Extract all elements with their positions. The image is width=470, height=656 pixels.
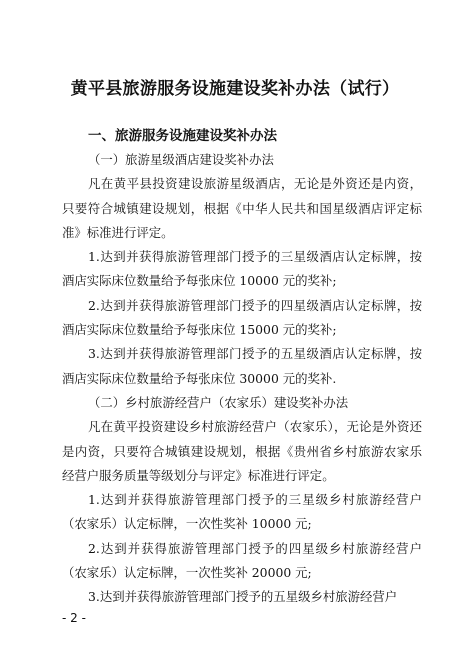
list-item-line: 3.达到并获得旅游管理部门授予的五星级酒店认定标牌，按 [88, 346, 422, 362]
page-number: - 2 - [62, 611, 86, 625]
list-item-line: 1.达到并获得旅游管理部门授予的三星级酒店认定标牌，按 [88, 249, 422, 265]
paragraph-line: 只要符合城镇建设规划，根据《中华人民共和国星级酒店评定标 [62, 200, 422, 216]
subsection-heading-farmstays: （二）乡村旅游经营户（农家乐）建设奖补办法 [88, 394, 349, 410]
paragraph-line: 准》标准进行评定。 [62, 224, 174, 240]
paragraph-line: 经营户服务质量等级划分与评定》标准进行评定。 [62, 467, 335, 483]
list-item-line: 2.达到并获得旅游管理部门授予的四星级乡村旅游经营户 [88, 540, 422, 556]
paragraph-line: 凡在黄平投资建设乡村旅游经营户（农家乐），无论是外资还 [88, 419, 422, 435]
document-title: 黄平县旅游服务设施建设奖补办法（试行） [70, 79, 400, 99]
section-heading: 一、旅游服务设施建设奖补办法 [88, 128, 277, 144]
list-item-line: （农家乐）认定标牌，一次性奖补 10000 元; [62, 516, 312, 532]
list-item-line: 酒店实际床位数量给予每张床位 10000 元的奖补; [62, 273, 337, 289]
list-item-line: 酒店实际床位数量给予每张床位 15000 元的奖补; [62, 322, 337, 338]
paragraph-line: 是内资，只要符合城镇建设规划，根据《贵州省乡村旅游农家乐 [62, 443, 422, 459]
list-item-line: 3.达到并获得旅游管理部门授予的五星级乡村旅游经营户 [88, 589, 398, 605]
subsection-heading-hotels: （一）旅游星级酒店建设奖补办法 [88, 152, 274, 167]
list-item-line: 2.达到并获得旅游管理部门授予的四星级酒店认定标牌，按 [88, 297, 422, 313]
list-item-line: （农家乐）认定标牌，一次性奖补 20000 元; [62, 565, 312, 581]
body-text [62, 148, 422, 610]
paragraph-line: 凡在黄平县投资建设旅游星级酒店，无论是外资还是内资， [88, 176, 422, 192]
list-item-line: 酒店实际床位数量给予每张床位 30000 元的奖补. [62, 370, 337, 386]
list-item-line: 1.达到并获得旅游管理部门授予的三星级乡村旅游经营户 [88, 492, 422, 508]
